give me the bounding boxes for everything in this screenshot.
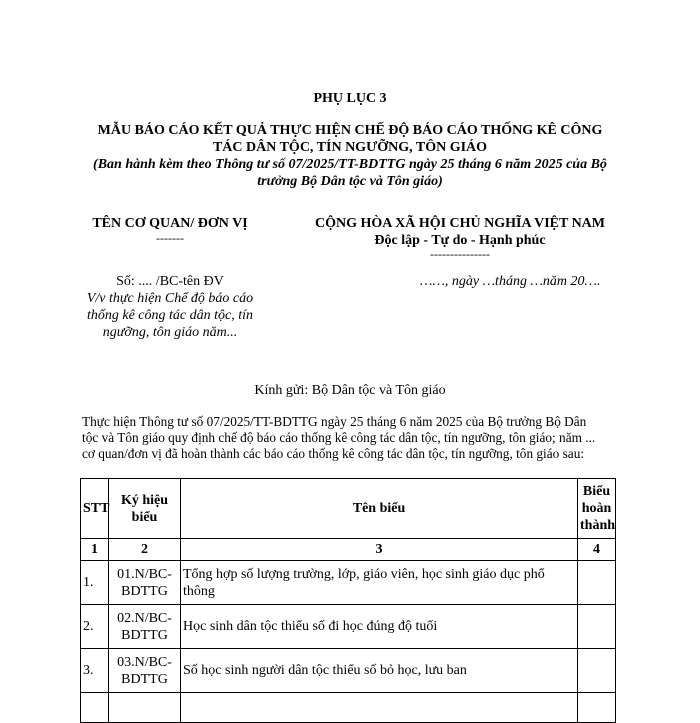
table-header-row: [81, 479, 616, 539]
row-code: [109, 693, 181, 723]
body-line-2: tộc và Tôn giáo quy định chế độ báo cáo thống kê công tác dân tộc, tín ngưỡng, tôn giáo; năm ...: [82, 430, 596, 445]
appendix-title: PHỤ LỤC 3: [313, 91, 387, 106]
table-row: [81, 561, 616, 605]
date-line: ……, ngày …tháng …năm 20….: [420, 274, 601, 289]
row-done: [578, 693, 616, 723]
row-stt: 1.: [81, 561, 109, 605]
motto: Độc lập - Tự do - Hạnh phúc: [374, 233, 546, 248]
row-stt: 3.: [81, 649, 109, 693]
header-done: [578, 479, 616, 539]
report-table: [80, 478, 616, 723]
header-stt: STT: [81, 479, 109, 539]
subject-line-1: V/v thực hiện Chế độ báo cáo: [86, 291, 254, 306]
table-row: [81, 605, 616, 649]
row-stt: 2.: [81, 605, 109, 649]
header-code: [109, 479, 181, 539]
issued-line-1: (Ban hành kèm theo Thông tư số 07/2025/TT-BDTTG ngày 25 tháng 6 năm 2025 của Bộ: [93, 157, 607, 172]
number-cell: 2: [109, 539, 181, 561]
row-code-line-2: BDTTG: [121, 627, 168, 643]
row-code: [109, 561, 181, 605]
subject-line-2: thống kê công tác dân tộc, tín: [86, 308, 254, 323]
row-done: [578, 561, 616, 605]
subject-line-3: ngưỡng, tôn giáo năm...: [102, 325, 238, 340]
row-done: [578, 649, 616, 693]
row-code-line-1: 03.N/BC-: [117, 654, 172, 670]
agency-rule: -------: [156, 231, 184, 245]
row-name: [181, 693, 578, 723]
form-title-line-1: MẪU BÁO CÁO KẾT QUẢ THỰC HIỆN CHẾ ĐỘ BÁO CÁO THỐNG KÊ CÔNG: [97, 123, 603, 138]
header-name: Tên biểu: [181, 479, 578, 539]
row-name: Tổng hợp số lượng trường, lớp, giáo viên, học sinh giáo dục phổ thông: [181, 561, 578, 605]
row-name: Số học sinh người dân tộc thiểu số bỏ học, lưu ban: [181, 649, 578, 693]
agency-name: TÊN CƠ QUAN/ ĐƠN VỊ: [92, 216, 248, 231]
row-stt: [81, 693, 109, 723]
row-code-line-1: 01.N/BC-: [117, 566, 172, 582]
form-title-line-2: TÁC DÂN TỘC, TÍN NGƯỠNG, TÔN GIÁO: [212, 140, 488, 155]
document-number: Số: .... /BC-tên ĐV: [116, 274, 224, 289]
body-line-1: Thực hiện Thông tư số 07/2025/TT-BDTTG ngày 25 tháng 6 năm 2025 của Bộ trưởng Bộ Dân: [82, 414, 587, 429]
row-code: [109, 649, 181, 693]
body-line-3: cơ quan/đơn vị đã hoàn thành các báo cáo thống kê công tác dân tộc, tín ngưỡng, tôn giáo sau:: [82, 446, 585, 461]
table-row: [81, 649, 616, 693]
header-code-line-2: biểu: [131, 509, 158, 525]
number-cell: 4: [578, 539, 616, 561]
row-done: [578, 605, 616, 649]
header-done-line-2: hoàn: [581, 501, 612, 516]
header-done-line-1: Biểu: [582, 484, 611, 499]
header-done-line-3: thành: [580, 518, 616, 533]
header-code-line-1: Ký hiệu: [120, 492, 169, 508]
motto-rule: ---------------: [430, 247, 490, 261]
number-cell: 3: [181, 539, 578, 561]
row-code-line-2: BDTTG: [121, 583, 168, 599]
issued-line-2: trưởng Bộ Dân tộc và Tôn giáo): [257, 174, 443, 189]
number-cell: 1: [81, 539, 109, 561]
row-code: [109, 605, 181, 649]
table-row: [81, 693, 616, 723]
row-name: Học sinh dân tộc thiểu số đi học đúng độ tuổi: [181, 605, 578, 649]
country-name: CỘNG HÒA XÃ HỘI CHỦ NGHĨA VIỆT NAM: [314, 216, 605, 231]
row-code-line-1: 02.N/BC-: [117, 610, 172, 626]
row-code-line-2: BDTTG: [121, 671, 168, 687]
table-number-row: [81, 539, 616, 561]
recipient: Kính gửi: Bộ Dân tộc và Tôn giáo: [254, 383, 446, 398]
